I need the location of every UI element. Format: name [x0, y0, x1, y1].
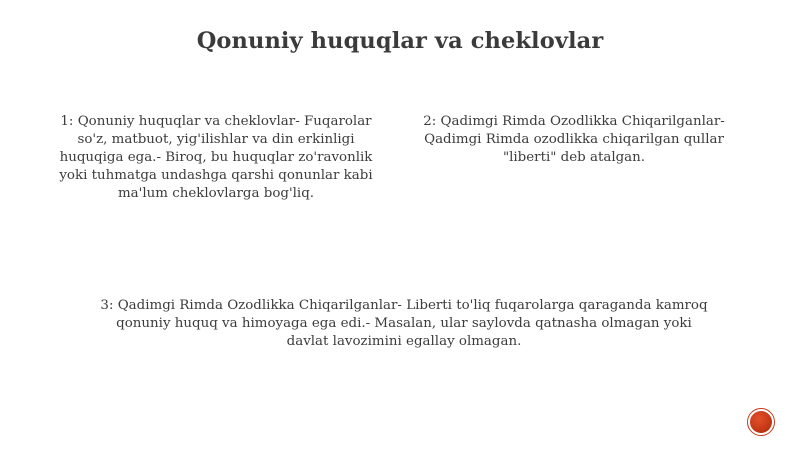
slide-title: Qonuniy huquqlar va cheklovlar: [196, 28, 604, 54]
text-block-1: 1: Qonuniy huquqlar va cheklovlar- Fuqarolar so'z, matbuot, yig'ilishlar va din erkinligi huquqiga ega.- Biroq, bu huquqlar zo'ravonlik yoki tuhmatga undashga qarshi qonunlar kabi ma'lum cheklovlarga bog'liq.: [59, 114, 373, 201]
text-block-3: 3: Qadimgi Rimda Ozodlikka Chiqarilganlar- Liberti to'liq fuqarolarga qaraganda kamroq qonuniy huquq va himoyaga ega edi.- Masalan, ular saylovda qatnasha olmagan yoki davlat lavozimini egallay olmagan.: [100, 298, 708, 349]
text-block-2: 2: Qadimgi Rimda Ozodlikka Chiqarilganlar- Qadimgi Rimda ozodlikka chiqarilgan qullar "liberti" deb atalgan.: [423, 114, 725, 165]
next-slide-button[interactable]: [747, 408, 775, 436]
circle-button-icon: [750, 411, 772, 433]
